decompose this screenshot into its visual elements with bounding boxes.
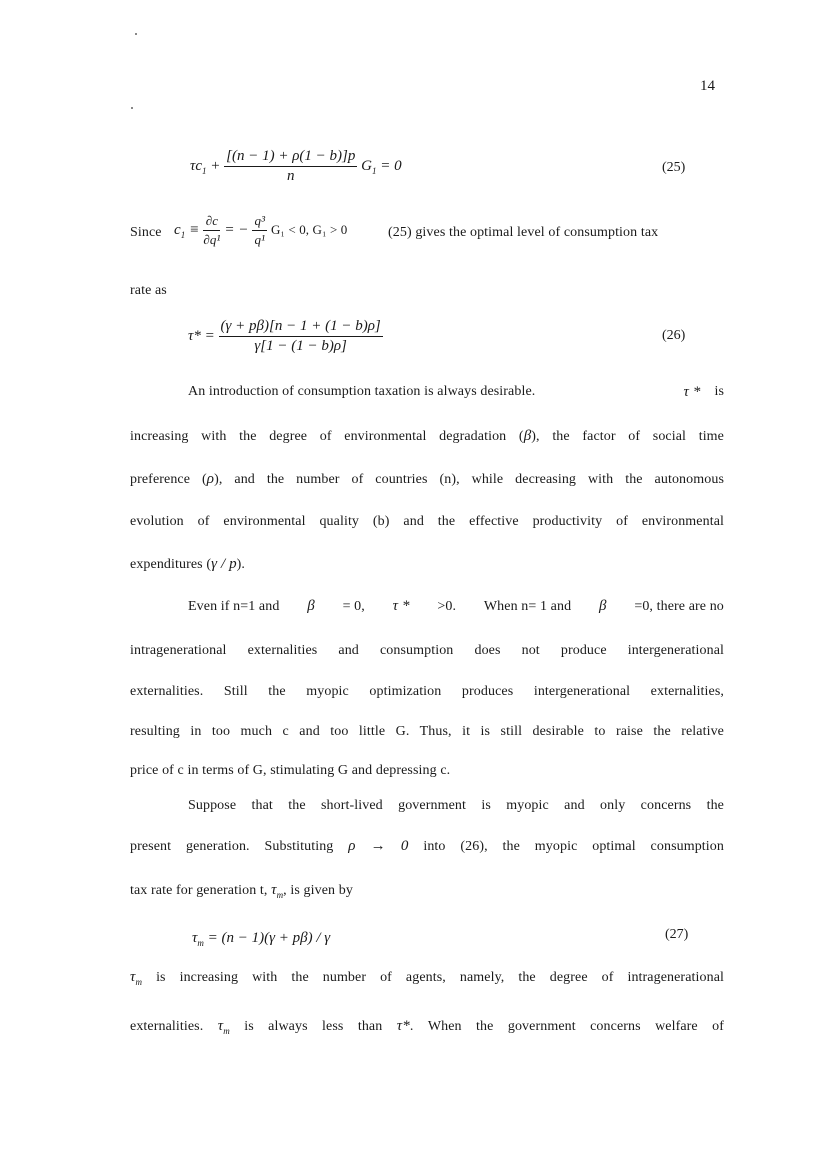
since-formula: $c_1$ ≡ $\frac{\partial c}{\text{∂q¹}}$ = − $\frac{\text{q³}}{\text{q¹}}$ G₁ < 0, G₁ > 0	[174, 213, 348, 247]
paragraph-2-line-3: externalities. Still the myopic optimization produces intergenerational externalities,	[130, 684, 724, 699]
paragraph-2-line-2: intragenerational externalities and consumption does not produce intergenerational	[130, 643, 724, 658]
paragraph-2-line-4: resulting in too much c and too little G. Thus, it is still desirable to raise the relative	[130, 724, 724, 739]
paragraph-2-line-1: Even if n=1 and β = 0, τ * >0. When n= 1 and β =0, there are no	[188, 598, 724, 614]
rate-as-line: rate as	[130, 283, 167, 298]
since-after-text: (25) gives the optimal level of consumption tax	[388, 225, 659, 240]
equation-25: $\tau c_1$ + $\frac{[(n - 1) + \rho(1 - b)]p}{n}$ $G_1 = 0$	[190, 148, 402, 184]
since-label: Since	[130, 225, 162, 240]
paragraph-1-line-2: increasing with the degree of environmental degradation (β), the factor of social time	[130, 428, 724, 444]
paragraph-1-line-3: preference (ρ), and the number of countries (n), while decreasing with the autonomous	[130, 471, 724, 487]
paragraph-3-line-1: Suppose that the short-lived government is myopic and only concerns the	[188, 798, 724, 813]
paragraph-3-line-3: tax rate for generation t, $\tau_m$, is given by	[130, 882, 353, 900]
equation-25-fraction: $\frac{[(n - 1) + \rho(1 - b)]p}{n}$	[226, 148, 356, 184]
scan-speck	[135, 33, 137, 35]
scan-speck	[131, 107, 133, 109]
page-number: 14	[700, 78, 715, 94]
paragraph-4-line-2: externalities. $\tau_m$ is always less than τ*. When the government concerns welfare of	[130, 1018, 724, 1036]
equation-26-number: (26)	[662, 328, 686, 343]
paragraph-1-line-4: evolution of environmental quality (b) and the effective productivity of environmental	[130, 514, 724, 529]
paragraph-2-line-5: price of c in terms of G, stimulating G and depressing c.	[130, 763, 451, 778]
paragraph-1-line-5: expenditures (γ / p).	[130, 556, 246, 572]
equation-27: $\tau_m = (n - 1)(\gamma + p\beta) / \gamma$	[192, 930, 331, 948]
equation-26: τ* = $\frac{(\gamma + p\beta)[n - 1 + (1 - b)\rho]}{\gamma[1 - (1 - b)\rho]}$	[188, 318, 381, 354]
equation-26-fraction: $\frac{(\gamma + p\beta)[n - 1 + (1 - b)\rho]}{\gamma[1 - (1 - b)\rho]}$	[220, 318, 381, 354]
equation-25-number: (25)	[662, 160, 686, 175]
paragraph-4-line-1: $\tau_m$ is increasing with the number of agents, namely, the degree of intragenerational	[130, 969, 724, 987]
paragraph-1-line-1: An introduction of consumption taxation is always desirable. τ * is	[188, 384, 724, 400]
equation-27-number: (27)	[665, 927, 689, 942]
paragraph-3-line-2: present generation. Substituting ρ → 0 into (26), the myopic optimal consumption	[130, 838, 724, 854]
